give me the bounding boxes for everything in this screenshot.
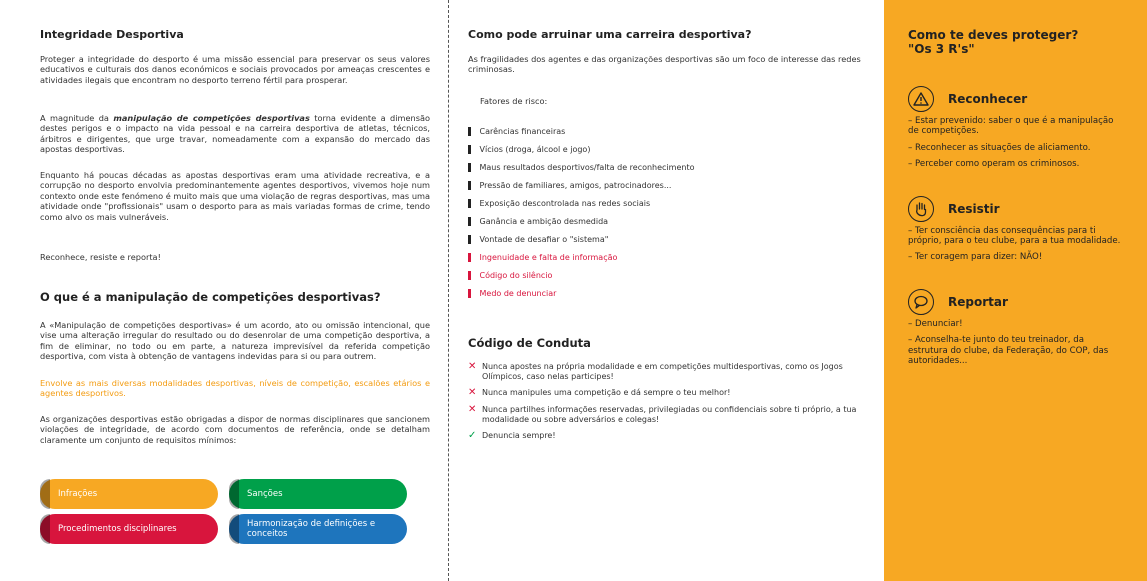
- section-title-integridade: Integridade Desportiva: [40, 28, 184, 41]
- paragraph-highlight: Envolve as mais diversas modalidades desportivas, níveis de competição, escalões etários e agentes desportivos.: [40, 378, 430, 399]
- list-item: Carências financeiras: [468, 122, 868, 140]
- panel-title-line2: "Os 3 R's": [908, 42, 975, 56]
- risk-factors-label: Fatores de risco:: [480, 96, 548, 106]
- r-reportar-item: – Aconselha-te junto do teu treinador, da estrutura do clube, da Federação, do COP, das autoridades...: [908, 335, 1109, 367]
- r-resistir-header: [908, 196, 1123, 222]
- r-reportar-header: [908, 289, 1123, 315]
- paragraph-magnitude: [40, 113, 430, 155]
- paragraph-context: Enquanto há poucas décadas as apostas desportivas eram uma atividade recreativa, e a corrupção no desporto envolvia predominantemente agentes desportivos, vivemos hoje num contexto onde este fenómeno é muito mais que uma violação de regras desportivas, mas uma atividade onde "profissionais" usam o desporto para as mais variadas formas de crime, tendo como alvo os mais vulneráveis.: [40, 170, 430, 222]
- pill-procedimentos: [40, 514, 218, 544]
- pill-procedimentos-label: Procedimentos disciplinares: [58, 524, 177, 534]
- r-reportar-item: – Denunciar!: [908, 318, 963, 329]
- section-title-codigo-conduta: Código de Conduta: [468, 336, 591, 350]
- warning-triangle-icon: [908, 86, 934, 112]
- section-title-manipulacao: O que é a manipulação de competições desportivas?: [40, 290, 381, 304]
- list-item: Vícios (droga, álcool e jogo): [468, 140, 868, 158]
- hand-stop-icon: [908, 196, 934, 222]
- list-item: ✕ Nunca partilhes informações reservadas, privilegiadas ou confidenciais sobre ti próprio, a tua modalidade ou sobre adversários e colegas!: [468, 404, 857, 424]
- cross-icon: ✕: [468, 404, 477, 416]
- list-item: Exposição descontrolada nas redes sociais: [468, 194, 868, 212]
- r-resistir-item: – Ter consciência das consequências para ti próprio, para o teu clube, para a tua modalidade.: [908, 225, 1121, 247]
- column-integridade: [40, 0, 430, 581]
- list-item: Vontade de desafiar o "sistema": [468, 230, 868, 248]
- paragraph-organizacoes: As organizações desportivas estão obrigadas a dispor de normas disciplinares que sancionem violações de integridade, de acordo com documentos de referência, onde se detalham claramente um conjunto de requisitos mínimos:: [40, 414, 430, 445]
- list-item: ✕ Nunca apostes na própria modalidade e em competições multidesportivas, como os Jogos Olímpicos, caso nelas participes!: [468, 361, 843, 381]
- checkmark-icon: ✓: [468, 430, 477, 442]
- list-item: Ingenuidade e falta de informação: [468, 248, 868, 266]
- pill-infracoes: [40, 479, 218, 509]
- r-reportar-title: Reportar: [948, 294, 1008, 309]
- r-reconhecer-title: Reconhecer: [948, 92, 1028, 106]
- dashed-divider: [448, 0, 449, 581]
- list-item: Medo de denunciar: [468, 284, 868, 302]
- panel-title: [908, 28, 1123, 56]
- speech-bubble-icon: [908, 289, 934, 315]
- panel-title-line1: Como te deves proteger?: [908, 28, 1079, 42]
- list-item: ✓ Denuncia sempre!: [468, 430, 556, 442]
- list-item: ✕ Nunca manipules uma competição e dá sempre o teu melhor!: [468, 387, 731, 399]
- column-3rs: [884, 0, 1147, 581]
- r-reconhecer-item: – Perceber como operam os criminosos.: [908, 159, 1080, 170]
- pill-harmonizacao-label: Harmonização de definições e conceitos: [247, 519, 376, 539]
- column-carreira: [468, 0, 868, 581]
- risk-factors-list: [468, 122, 868, 302]
- cross-icon: ✕: [468, 387, 477, 399]
- list-item: Ganância e ambição desmedida: [468, 212, 868, 230]
- list-item: Maus resultados desportivos/falta de reconhecimento: [468, 158, 868, 176]
- paragraph-magnitude-pre: A magnitude da: [40, 113, 114, 123]
- pill-sancoes: [229, 479, 407, 509]
- paragraph-fragilidades: As fragilidades dos agentes e das organizações desportivas são um foco de interesse das redes criminosas.: [468, 54, 861, 75]
- pill-sancoes-label: Sanções: [247, 489, 283, 499]
- paragraph-slogan: Reconhece, resiste e reporta!: [40, 252, 161, 262]
- list-item: Código do silêncio: [468, 266, 868, 284]
- paragraph-magnitude-emphasis: manipulação de competições desportivas: [113, 113, 310, 123]
- paragraph-magnitude-post: torna evidente a dimensão destes perigos e o impacto na vida pessoal e na carreira desportiva de atletas, técnicos, árbitros e dirigentes, que urge travar, nomeadamente com a expansão do mercado das apostas desportivas.: [40, 113, 430, 155]
- r-resistir-item: – Ter coragem para dizer: NÃO!: [908, 252, 1043, 263]
- paragraph-intro: Proteger a integridade do desporto é uma missão essencial para preservar os seus valores educativos e culturais dos danos económicos e sociais provocados por ameaças crescentes e atividades ilegais que encontram no desporto terreno fértil para prosperar.: [40, 54, 430, 85]
- pill-harmonizacao: [229, 514, 407, 544]
- cross-icon: ✕: [468, 361, 477, 372]
- section-title-carreira: Como pode arruinar uma carreira desportiva?: [468, 28, 752, 41]
- r-reconhecer-item: – Reconhecer as situações de aliciamento.: [908, 142, 1091, 153]
- code-of-conduct-list: [468, 362, 868, 448]
- r-reconhecer-item: – Estar prevenido: saber o que é a manipulação de competições.: [908, 116, 1114, 137]
- list-item: Pressão de familiares, amigos, patrocinadores...: [468, 176, 868, 194]
- r-reconhecer-header: [908, 86, 1123, 112]
- pill-infracoes-label: Infrações: [58, 489, 98, 499]
- paragraph-definicao: A «Manipulação de competições desportivas» é um acordo, ato ou omissão intencional, que vise uma alteração irregular do resultado ou do desenrolar de uma competição desportiva, a fim de eliminar, no todo ou em parte, a natureza imprevisível da referida competição desportiva, com vista à obtenção de vantagens indevidas para si ou para outrem.: [40, 320, 430, 362]
- r-resistir-title: Resistir: [948, 201, 1000, 216]
